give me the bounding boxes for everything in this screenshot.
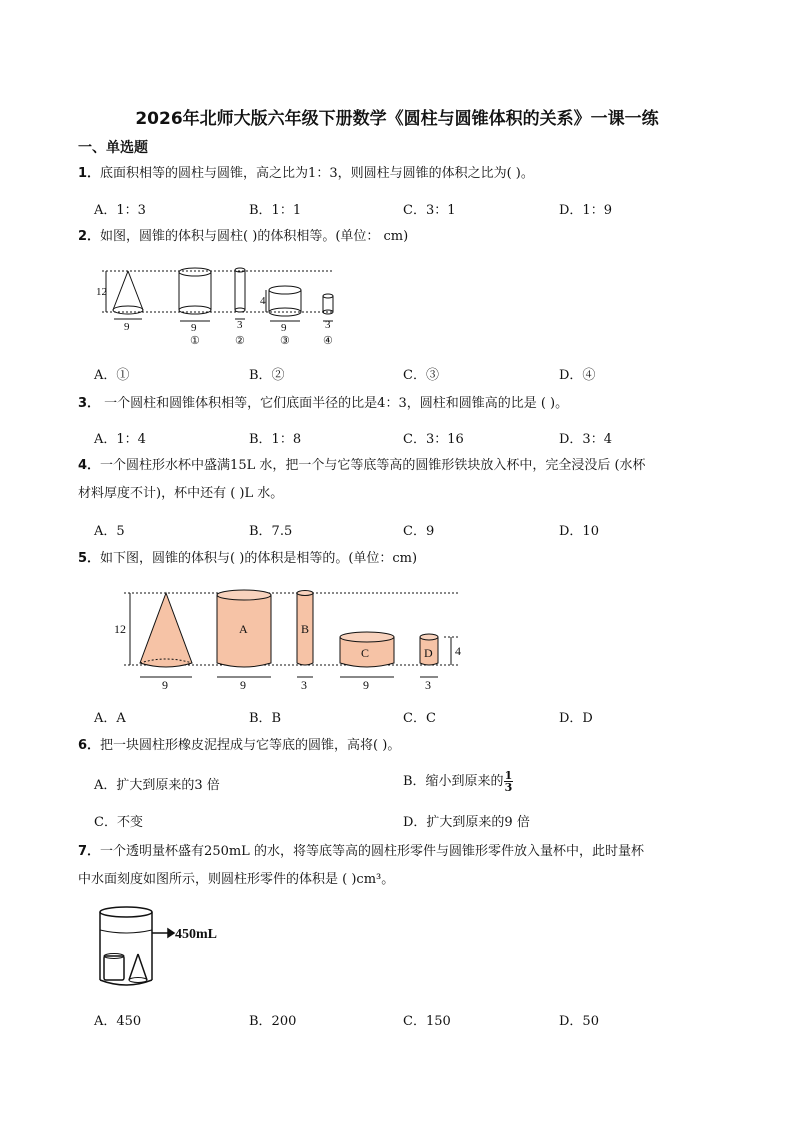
option-a[interactable]: A．450 [94, 1014, 142, 1029]
question-3 [78, 390, 728, 418]
cone-base [113, 306, 143, 314]
option-b[interactable]: B．1：1 [249, 203, 302, 218]
fig-label: 3 [301, 678, 307, 692]
option-b[interactable]: B．② [249, 368, 285, 383]
figure-cylinders-2 [110, 585, 470, 695]
shape-label-a: A [239, 622, 248, 636]
option-b[interactable]: B．7.5 [249, 524, 293, 539]
fig-label: 3 [425, 678, 431, 692]
fig-label: 9 [124, 321, 130, 333]
fig-marker: ② [235, 335, 245, 347]
fig-label: 3 [325, 319, 331, 331]
option-c[interactable]: C．3：1 [403, 203, 456, 218]
option-d[interactable]: D．10 [559, 524, 599, 539]
question-number: 4． [78, 458, 101, 473]
question-text: 一个圆柱形水杯中盛满15L 水，把一个与它等底等高的圆锥形铁块放入杯中，完全浸没后 (水杯 [100, 458, 646, 473]
option-a[interactable]: A．扩大到原来的3 倍 [94, 778, 220, 793]
fig-label: 9 [162, 678, 168, 692]
option-text: B．缩小到原来的 [403, 774, 504, 789]
option-a[interactable]: A．1：4 [94, 432, 146, 447]
option-c[interactable]: C．③ [403, 368, 439, 383]
option-b[interactable]: B．200 [249, 1014, 297, 1029]
question-number: 2． [78, 229, 101, 244]
fraction-one-third: $\frac{1}{3}$ [504, 769, 513, 794]
shape-label-b: B [301, 622, 310, 636]
option-d[interactable]: D．扩大到原来的9 倍 [403, 815, 530, 830]
option-b[interactable]: B．B [249, 711, 282, 726]
option-c[interactable]: C．C [403, 711, 436, 726]
page-title: 2026年北师大版六年级下册数学《圆柱与圆锥体积的关系》一课一练 [135, 109, 659, 129]
question-text: 底面积相等的圆柱与圆锥，高之比为1：3，则圆柱与圆锥的体积之比为( )。 [100, 166, 534, 181]
fig-label: 12 [96, 286, 107, 298]
question-2 [78, 223, 728, 251]
section-heading: 一、单选题 [78, 140, 148, 156]
fig-label: 12 [114, 622, 126, 636]
fig-label: 3 [237, 319, 243, 331]
question-text-cont: 中水面刻度如图所示，则圆柱形零件的体积是 ( )cm³。 [78, 872, 395, 887]
option-a[interactable]: A．A [94, 711, 126, 726]
question-6 [78, 732, 728, 760]
fig-label: 9 [363, 678, 369, 692]
fig-label: 9 [191, 322, 197, 334]
question-text: 一个圆柱和圆锥体积相等，它们底面半径的比是4：3，圆柱和圆锥高的比是 ( )。 [100, 396, 569, 411]
figure-measuring-cup [94, 902, 244, 992]
figure-cylinders-1 [92, 262, 352, 352]
question-text: 如下图，圆锥的体积与( )的体积是相等的。(单位：cm) [100, 551, 418, 566]
question-number: 6． [78, 738, 101, 753]
fig-marker: ① [190, 335, 200, 347]
option-c[interactable]: C．150 [403, 1014, 451, 1029]
option-d[interactable]: D．④ [559, 368, 596, 383]
option-d[interactable]: D．D [559, 711, 593, 726]
option-c[interactable]: C．不变 [94, 815, 143, 830]
option-a[interactable]: A．5 [94, 524, 125, 539]
option-b[interactable] [403, 770, 513, 793]
fig-label-450ml: 450mL [175, 927, 217, 942]
question-5 [78, 545, 728, 573]
option-b[interactable]: B．1：8 [249, 432, 302, 447]
fig-label: 4 [455, 644, 461, 658]
fig-label: 9 [281, 322, 287, 334]
option-c[interactable]: C．3：16 [403, 432, 464, 447]
option-d[interactable]: D．50 [559, 1014, 599, 1029]
question-number: 7． [78, 844, 101, 859]
option-a[interactable]: A．① [94, 368, 130, 383]
fig-marker: ③ [280, 335, 290, 347]
question-number: 3． [78, 396, 101, 411]
question-text: 把一块圆柱形橡皮泥捏成与它等底的圆锥，高将( )。 [100, 738, 401, 753]
fig-label: 4 [260, 295, 266, 307]
question-number: 5． [78, 551, 101, 566]
option-d[interactable]: D．1：9 [559, 203, 612, 218]
question-4 [78, 452, 728, 508]
question-text: 一个透明量杯盛有250mL 的水，将等底等高的圆柱形零件与圆锥形零件放入量杯中，此时量杯 [100, 844, 644, 859]
fig-marker: ④ [323, 335, 333, 347]
question-number: 1． [78, 166, 101, 181]
question-text-cont: 材料厚度不计)，杯中还有 ( )L 水。 [78, 486, 284, 501]
option-a[interactable]: A．1：3 [94, 203, 146, 218]
question-text: 如图，圆锥的体积与圆柱( )的体积相等。(单位： cm) [100, 229, 409, 244]
question-1 [78, 160, 728, 188]
option-d[interactable]: D．3：4 [559, 432, 612, 447]
question-7 [78, 838, 728, 894]
shape-label-c: C [361, 646, 370, 660]
shape-label-d: D [424, 646, 433, 660]
fig-label: 9 [240, 678, 246, 692]
option-c[interactable]: C．9 [403, 524, 435, 539]
